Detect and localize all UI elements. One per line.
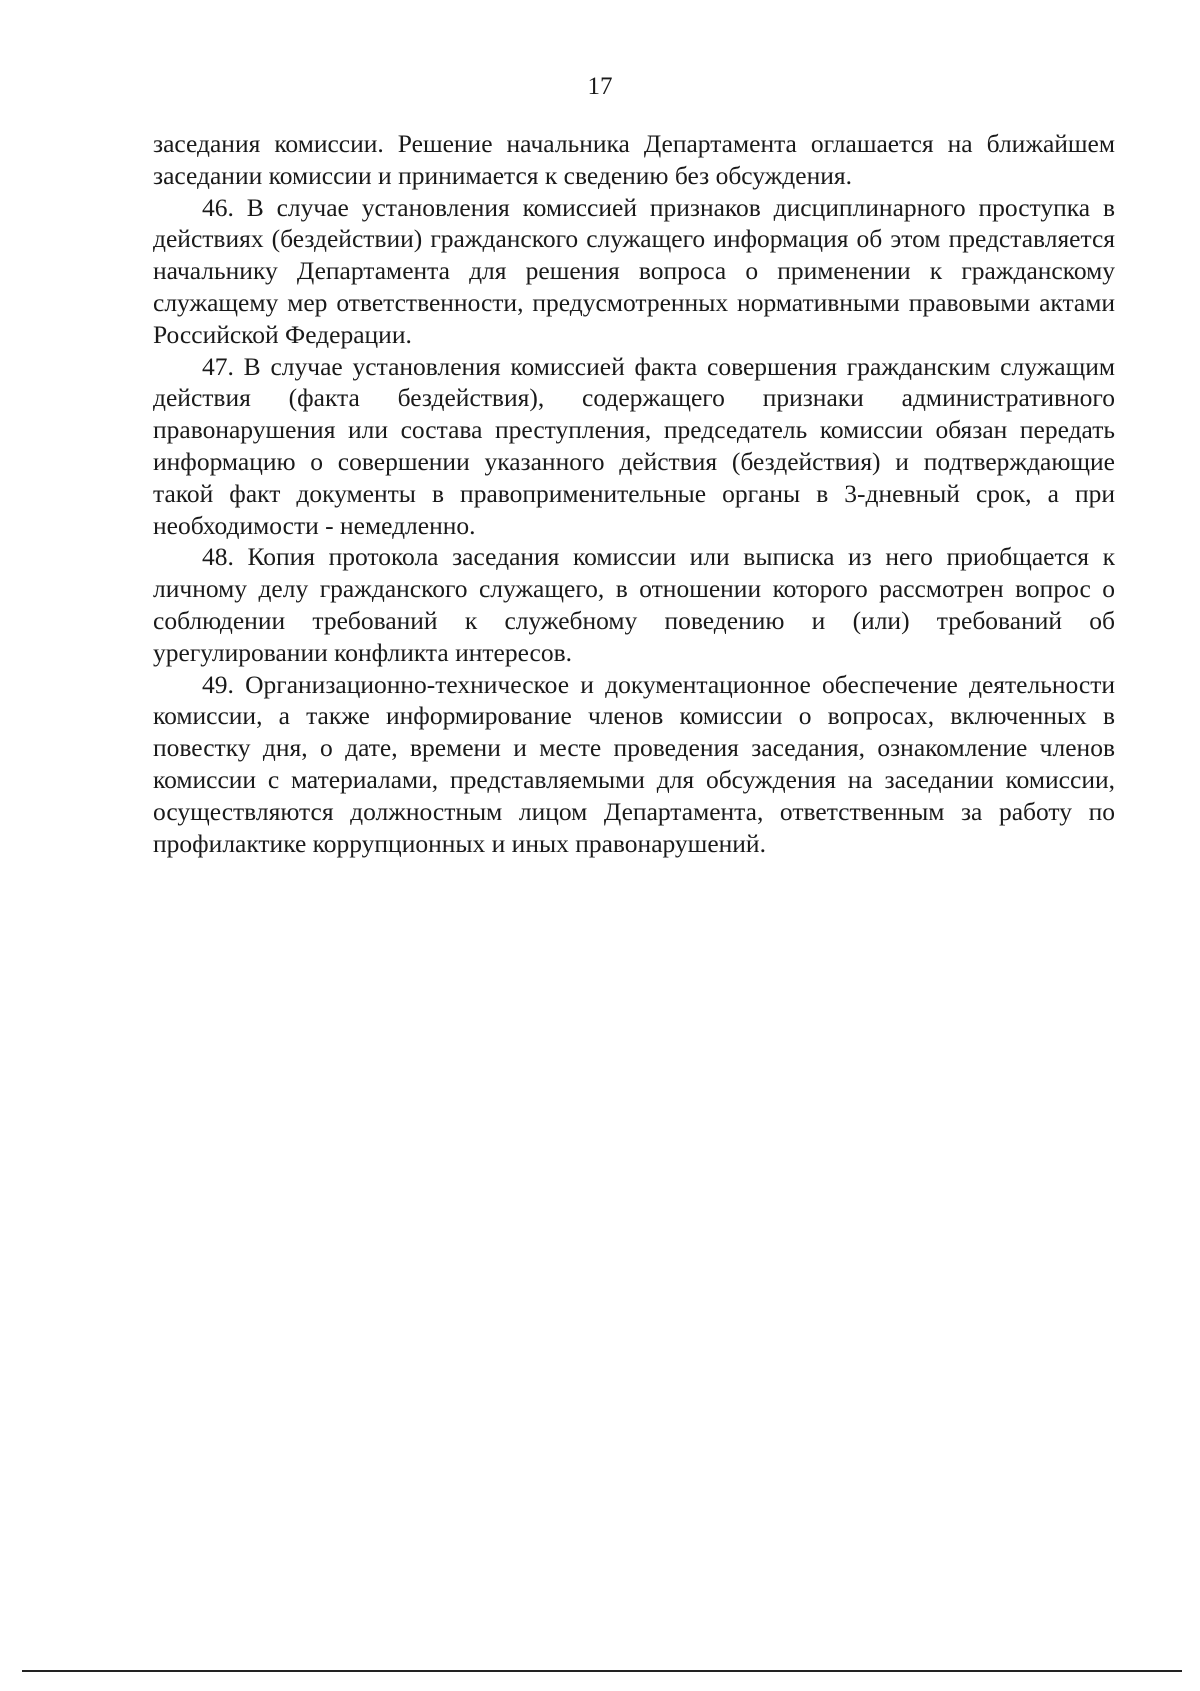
footer-divider bbox=[22, 1670, 1182, 1672]
paragraph-49: 49. Организационно-техническое и документационное обеспечение деятельности комиссии, а также информирование членов комиссии о вопросах, включенных в повестку дня, о дате, времени и месте проведения заседания, ознакомление членов комиссии с материалами, представляемыми для обсуждения на заседании комиссии, осуществляются должностным лицом Департамента, ответственным за работу по профилактике коррупционных и иных правонарушений. bbox=[153, 669, 1115, 858]
document-body bbox=[153, 128, 1115, 859]
paragraph-continuation: заседания комиссии. Решение начальника Департамента оглашается на ближайшем заседании комиссии и принимается к сведению без обсуждения. bbox=[153, 129, 1115, 190]
paragraph-47: 47. В случае установления комиссией факта совершения гражданским служащим действия (факта бездействия), содержащего признаки административного правонарушения или состава преступления, председатель комиссии обязан передать информацию о совершении указанного действия (бездействия) и подтверждающие такой факт документы в правоприменительные органы в 3-дневный срок, а при необходимости - немедленно. bbox=[153, 351, 1115, 540]
paragraph-48: 48. Копия протокола заседания комиссии или выписка из него приобщается к личному делу гражданского служащего, в отношении которого рассмотрен вопрос о соблюдении требований к служебному поведению и (или) требований об урегулировании конфликта интересов. bbox=[153, 542, 1115, 667]
paragraph-46: 46. В случае установления комиссией признаков дисциплинарного проступка в действиях (бездействии) гражданского служащего информация об этом представляется начальнику Департамента для решения вопроса о применении к гражданскому служащему мер ответственности, предусмотренных нормативными правовыми актами Российской Федерации. bbox=[153, 192, 1115, 349]
page-number: 17 bbox=[587, 73, 613, 100]
